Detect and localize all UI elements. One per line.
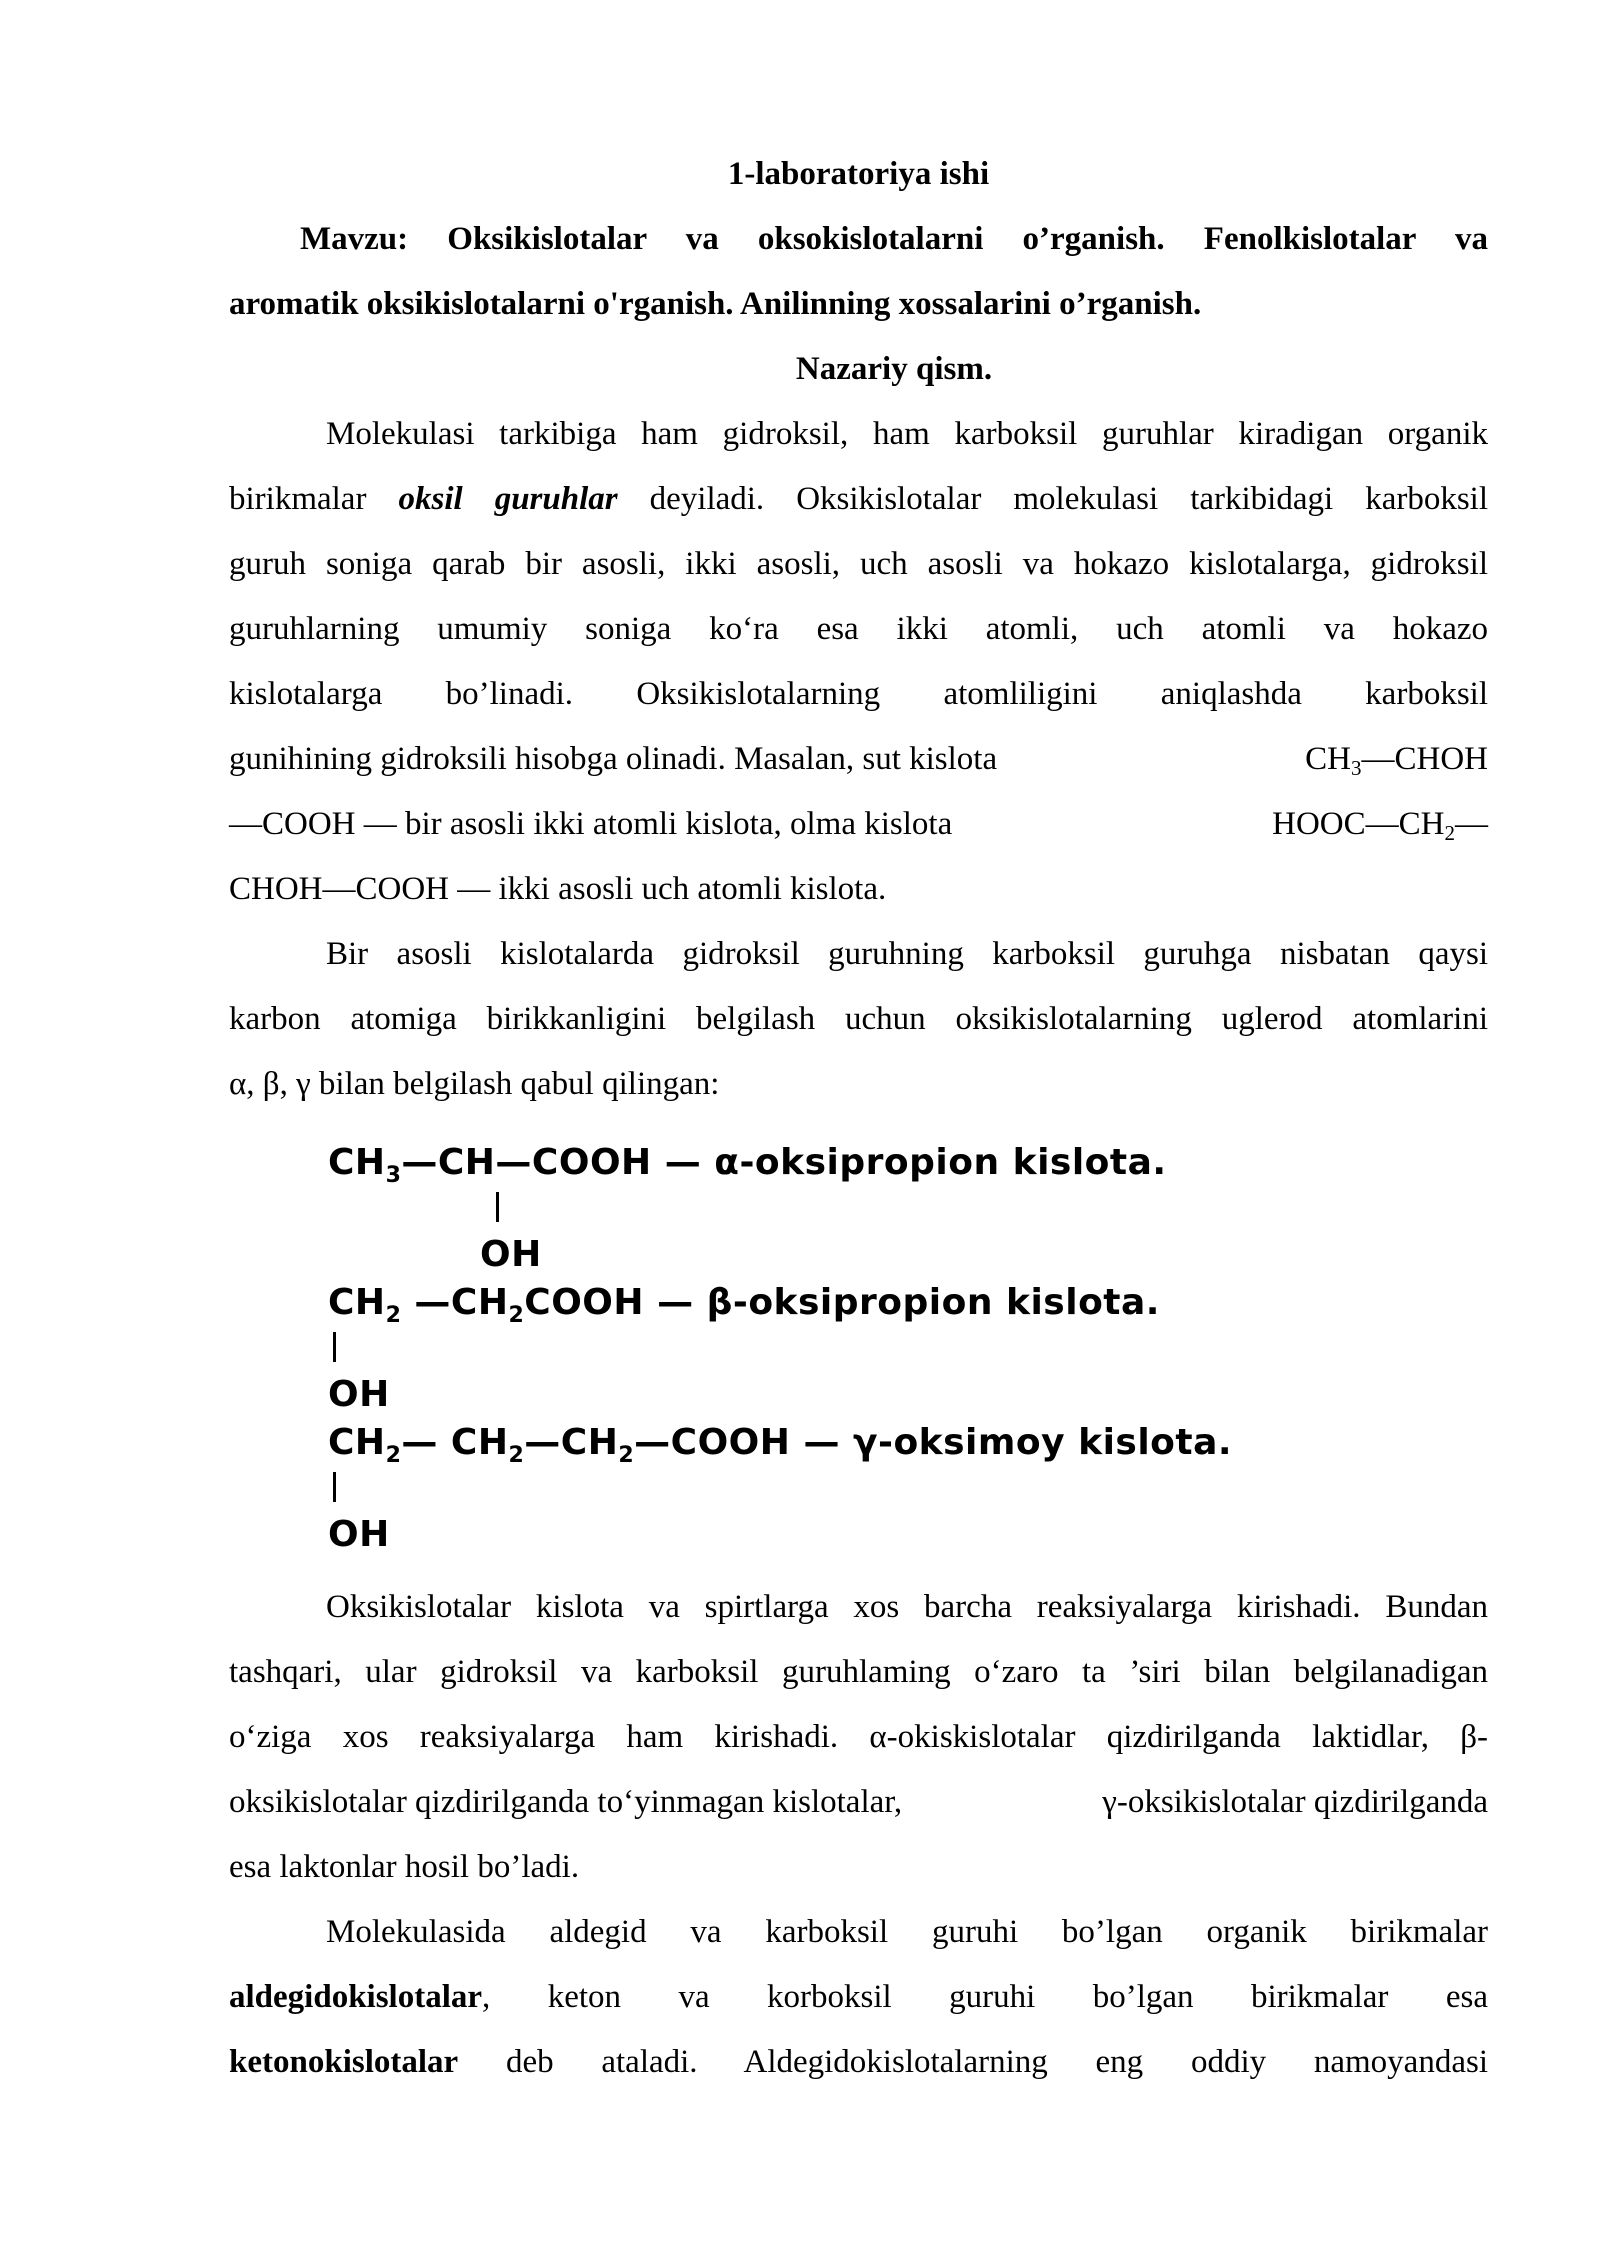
bond-line (333, 1332, 336, 1362)
formula-subscript: 2 (385, 1443, 402, 1468)
formula-text: HOOC—CH (1272, 806, 1445, 842)
formula-subscript: 3 (385, 1163, 402, 1188)
formula-beta-oh: OH (328, 1374, 390, 1415)
formula-text: —CH—COOH — α-oksipropion kislota. (401, 1142, 1167, 1183)
para1-line-2 (229, 467, 1488, 532)
formula-text: —CH (401, 1282, 509, 1323)
formula-subscript: 2 (618, 1443, 635, 1468)
formula-text: —CH (524, 1422, 619, 1463)
formula-subscript: 3 (1350, 756, 1362, 780)
formula-alpha-oh: OH (480, 1234, 542, 1275)
para1-line-5: kislotalarga bo’linadi. Oksikislotalarning atomliligini aniqlashda karboksil (229, 676, 1488, 712)
formula-beta (328, 1280, 1160, 1326)
para1-line-4: guruhlarning umumiy soniga ko‘ra esa ikki atomli, uch atomli va hokazo (229, 611, 1488, 647)
para1-line-1: Molekulasi tarkibiga ham gidroksil, ham karboksil guruhlar kiradigan organik (326, 416, 1488, 452)
para3-line-2: tashqari, ular gidroksil va karboksil guruhlaming o‘zaro ta ’siri bilan belgilanadigan (229, 1654, 1488, 1690)
formula-text: COOH — β-oksipropion kislota. (524, 1282, 1160, 1323)
formula-alpha (328, 1140, 1167, 1186)
para3-line-5: esa laktonlar hosil bo’ladi. (229, 1849, 580, 1885)
para2-line-2: karbon atomiga birikkanligini belgilash uchun oksikislotalarning uglerod atomlarini (229, 1001, 1488, 1037)
formula-gamma-oh: OH (328, 1514, 390, 1555)
para1-line-7 (229, 792, 1488, 857)
para4-text: , keton va korboksil guruhi bo’lgan birikmalar esa (482, 1979, 1488, 2015)
para1-line-3: guruh soniga qarab bir asosli, ikki asosli, uch asosli va hokazo kislotalarga, gidroksil (229, 546, 1488, 582)
para3-text: oksikislotalar qizdirilganda to‘yinmagan kislotalar, (229, 1784, 903, 1820)
formula-subscript: 2 (385, 1303, 402, 1328)
malic-acid-formula (1272, 792, 1488, 857)
formula-text: CH (328, 1282, 386, 1323)
bond-line (496, 1192, 499, 1222)
para3-text: γ-oksikislotalar qizdirilganda (1102, 1784, 1488, 1820)
para2-line-1: Bir asosli kislotalarda gidroksil guruhning karboksil guruhga nisbatan qaysi (326, 936, 1488, 972)
para1-line-8: CHOH—COOH — ikki asosli uch atomli kislota. (229, 871, 887, 907)
para2-line-3: α, β, γ bilan belgilash qabul qilingan: (229, 1066, 720, 1102)
formula-text: CH (328, 1142, 386, 1183)
term-aldegidokislotalar: aldegidokislotalar (229, 1979, 483, 2015)
formula-text: CH (1305, 741, 1351, 777)
formula-text: CH (328, 1422, 386, 1463)
formula-text: — (1455, 806, 1488, 842)
term-ketonokislotalar: ketonokislotalar (229, 2044, 459, 2080)
formula-text: — CH (401, 1422, 509, 1463)
para4-line-1: Molekulasida aldegid va karboksil guruhi bo’lgan organik birikmalar (326, 1914, 1488, 1950)
para3-line-4 (229, 1770, 1488, 1835)
para3-line-1: Oksikislotalar kislota va spirtlarga xos barcha reaksiyalarga kirishadi. Bundan (326, 1589, 1488, 1625)
formula-text: —CHOH (1361, 741, 1488, 777)
bond-line (333, 1472, 336, 1502)
para4-line-3 (229, 2030, 1488, 2095)
para1-text: birikmalar (229, 481, 399, 517)
para1-line-6 (229, 727, 1488, 792)
section-title: Nazariy qism. (795, 351, 993, 387)
formula-subscript: 2 (508, 1303, 525, 1328)
para1-text: gunihining gidroksili hisobga olinadi. Masalan, sut kislota (229, 741, 998, 777)
formula-subscript: 2 (1444, 821, 1455, 845)
para1-text: deyiladi. Oksikislotalar molekulasi tarkibidagi karboksil (617, 481, 1489, 517)
topic-line-1: Mavzu: Oksikislotalar va oksokislotalarni o’rganish. Fenolkislotalar va (300, 221, 1488, 257)
formula-text: —COOH — γ-oksimoy kislota. (634, 1422, 1233, 1463)
topic-line-2: aromatik oksikislotalarni o'rganish. Anilinning xossalarini o’rganish. (229, 286, 1202, 322)
formula-subscript: 2 (508, 1443, 525, 1468)
formula-gamma (328, 1420, 1232, 1466)
para3-line-3: o‘ziga xos reaksiyalarga ham kirishadi. α-okiskislotalar qizdirilganda laktidlar, β- (229, 1719, 1488, 1755)
para4-text: deb ataladi. Aldegidokislotalarning eng oddiy namoyandasi (458, 2044, 1488, 2080)
para4-line-2 (229, 1965, 1488, 2030)
para1-text: —COOH — bir asosli ikki atomli kislota, olma kislota (229, 806, 953, 842)
document-title: 1-laboratoriya ishi (727, 156, 990, 192)
term-oksil-guruhlar: oksil guruhlar (398, 481, 618, 517)
lactic-acid-formula (1305, 727, 1488, 792)
